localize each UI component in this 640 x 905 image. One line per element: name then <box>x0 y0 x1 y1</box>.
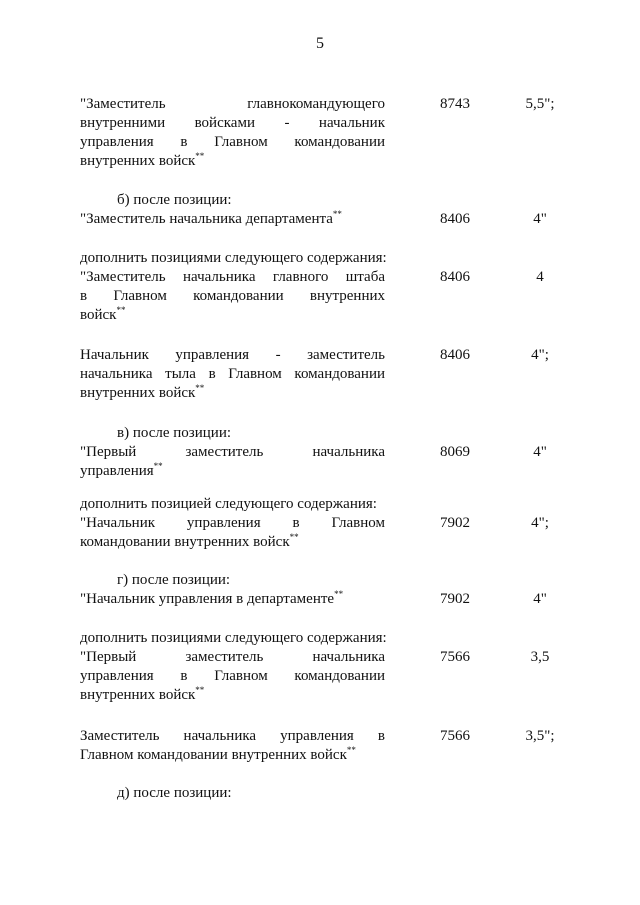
position-line: Заместитель начальника управления в <box>80 728 385 744</box>
position-code: 8743 <box>440 96 470 112</box>
position-line: Начальник управления - заместитель <box>80 347 385 363</box>
position-code: 7902 <box>440 515 470 531</box>
position-line: внутренними войсками - начальник <box>80 115 385 131</box>
subsection-heading: г) после позиции: <box>117 572 231 588</box>
position-line: "Заместитель начальника департамента** <box>80 209 342 227</box>
footnote-mark: ** <box>195 383 205 393</box>
position-coefficient: 4" <box>533 444 547 460</box>
position-coefficient: 4"; <box>531 515 549 531</box>
position-coefficient: 4"; <box>531 347 549 363</box>
footnote-mark: ** <box>116 305 126 315</box>
position-title <box>80 648 385 705</box>
position-line: Главном командовании внутренних войск** <box>80 745 356 763</box>
position-line: управления в Главном командовании <box>80 134 385 150</box>
position-line: командовании внутренних войск** <box>80 532 299 550</box>
position-coefficient: 3,5"; <box>525 728 555 744</box>
position-title <box>80 590 440 609</box>
position-line: "Заместитель начальника главного штаба <box>80 269 385 285</box>
position-code: 7902 <box>440 591 470 607</box>
footnote-mark: ** <box>195 151 205 161</box>
position-coefficient: 4 <box>536 269 544 285</box>
position-title <box>80 514 385 552</box>
footnote-mark: ** <box>332 209 342 219</box>
position-code: 7566 <box>440 728 470 744</box>
position-code: 8406 <box>440 211 470 227</box>
position-code: 8069 <box>440 444 470 460</box>
position-line: внутренних войск** <box>80 151 205 169</box>
footnote-mark: ** <box>195 685 205 695</box>
footnote-mark: ** <box>289 532 299 542</box>
amendment-intro: дополнить позициями следующего содержания: <box>80 630 387 646</box>
position-coefficient: 3,5 <box>530 649 550 665</box>
position-line: управления** <box>80 461 163 479</box>
position-coefficient: 4" <box>533 211 547 227</box>
position-line: "Начальник управления в Главном <box>80 515 385 531</box>
position-code: 8406 <box>440 347 470 363</box>
position-line: "Начальник управления в департаменте** <box>80 589 344 607</box>
position-line: внутренних войск** <box>80 685 205 703</box>
position-title <box>80 95 385 171</box>
footnote-mark: ** <box>334 589 344 599</box>
position-title <box>80 443 385 481</box>
position-line: начальника тыла в Главном командовании <box>80 366 385 382</box>
footnote-mark: ** <box>153 461 163 471</box>
position-title <box>80 346 385 403</box>
subsection-heading: д) после позиции: <box>117 785 232 801</box>
position-line: управления в Главном командовании <box>80 668 385 684</box>
page-number: 5 <box>316 35 324 52</box>
amendment-intro: дополнить позициями следующего содержания: <box>80 250 387 266</box>
position-title <box>80 727 385 765</box>
position-coefficient: 5,5"; <box>525 96 555 112</box>
footnote-mark: ** <box>346 745 356 755</box>
subsection-heading: б) после позиции: <box>117 192 232 208</box>
position-line: "Первый заместитель начальника <box>80 649 385 665</box>
position-title <box>80 210 440 229</box>
amendment-intro: дополнить позицией следующего содержания: <box>80 496 377 512</box>
position-line: внутренних войск** <box>80 383 205 401</box>
position-code: 7566 <box>440 649 470 665</box>
position-line: "Первый заместитель начальника <box>80 444 385 460</box>
subsection-heading: в) после позиции: <box>117 425 232 441</box>
position-line: в Главном командовании внутренних <box>80 288 385 304</box>
position-code: 8406 <box>440 269 470 285</box>
position-line: войск** <box>80 305 126 323</box>
position-title <box>80 268 385 325</box>
position-line: "Заместитель главнокомандующего <box>80 96 385 112</box>
position-coefficient: 4" <box>533 591 547 607</box>
